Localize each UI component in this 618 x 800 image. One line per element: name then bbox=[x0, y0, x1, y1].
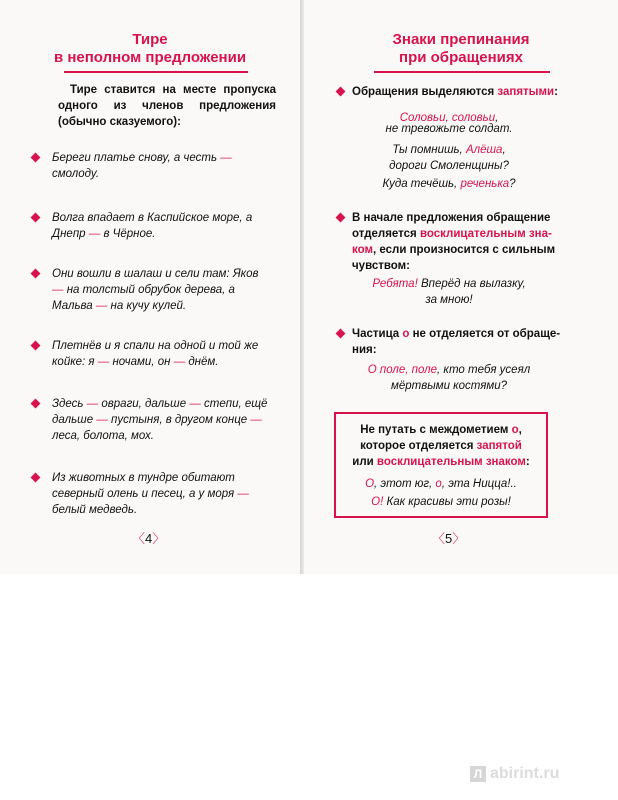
example-item: Из животных в тундре обитают северный олень и песец, а у моря — белый медведь. bbox=[52, 470, 270, 518]
example-line: не тревожьте солдат. bbox=[385, 123, 513, 135]
example-item: Береги платье снову, а честь — смолоду. bbox=[52, 150, 270, 182]
rule-exclamation: В начале предложения обращение отделяется восклицательным зна- ком, если произносится с сильным чувством: bbox=[352, 210, 564, 274]
example-item: Здесь — овраги, дальше — степи, ещё дальше — пустыня, в другом конце — леса, болота, мох. bbox=[52, 396, 270, 444]
diamond-bullet-icon bbox=[31, 269, 41, 279]
example-item: Волга впадает в Каспийское море, а Днепр — в Чёрное. bbox=[52, 210, 270, 242]
example-line: за мною! bbox=[425, 294, 473, 306]
note-example: О, этот юг, о, эта Ницца!.. bbox=[365, 478, 517, 490]
right-title-underline bbox=[374, 71, 550, 73]
rule-commas: Обращения выделяются запятыми: bbox=[352, 84, 562, 100]
left-intro: Тире ставится на месте пропуска одного из членов предложения (обычно сказуемого): bbox=[58, 84, 276, 128]
example-line: Ты помнишь, Алёша, bbox=[392, 144, 506, 156]
left-title-line1: Тире bbox=[132, 31, 168, 48]
diamond-bullet-icon bbox=[31, 341, 41, 351]
diamond-bullet-icon bbox=[31, 399, 41, 409]
site-watermark: Л abirint.ru bbox=[470, 765, 559, 783]
labirint-logo-icon: Л bbox=[470, 766, 486, 782]
note-box bbox=[334, 412, 548, 518]
example-line: Ребята! Вперёд на вылазку, bbox=[372, 278, 526, 290]
right-title-line2: при обращениях bbox=[399, 49, 523, 66]
left-title-underline bbox=[64, 71, 248, 73]
note-heading: Не путать с междометием о, которое отделяется запятой или восклицательным знаком: bbox=[352, 424, 530, 468]
diamond-bullet-icon bbox=[31, 153, 41, 163]
diamond-bullet-icon bbox=[31, 213, 41, 223]
example-line: Куда течёшь, реченька? bbox=[382, 178, 516, 190]
rule-particle-o: Частица о не отделяется от обраще- ния: bbox=[352, 326, 564, 358]
left-title-line2: в неполном предложении bbox=[53, 49, 247, 66]
example-item: Они вошли в шалаш и сели там: Яков — на толстый обрубок дерева, а Мальва — на кучу кулей. bbox=[52, 266, 270, 314]
note-example: О! Как красивы эти розы! bbox=[371, 496, 511, 508]
right-title-line1: Знаки препинания bbox=[392, 31, 530, 48]
example-item: Плетнёв и я спали на одной и той же койке: я — ночами, он — днём. bbox=[52, 338, 270, 370]
page-number-left: 〈4〉 bbox=[132, 531, 166, 546]
page-number-right: 〈5〉 bbox=[432, 531, 466, 546]
diamond-bullet-icon bbox=[31, 473, 41, 483]
example-line: Соловьи, соловьи, bbox=[399, 112, 499, 124]
example-line: мёртвыми костями? bbox=[390, 380, 508, 392]
left-page bbox=[0, 0, 300, 574]
example-line: О поле, поле, кто тебя усеял bbox=[367, 364, 531, 376]
example-line: дороги Смоленщины? bbox=[389, 160, 509, 172]
